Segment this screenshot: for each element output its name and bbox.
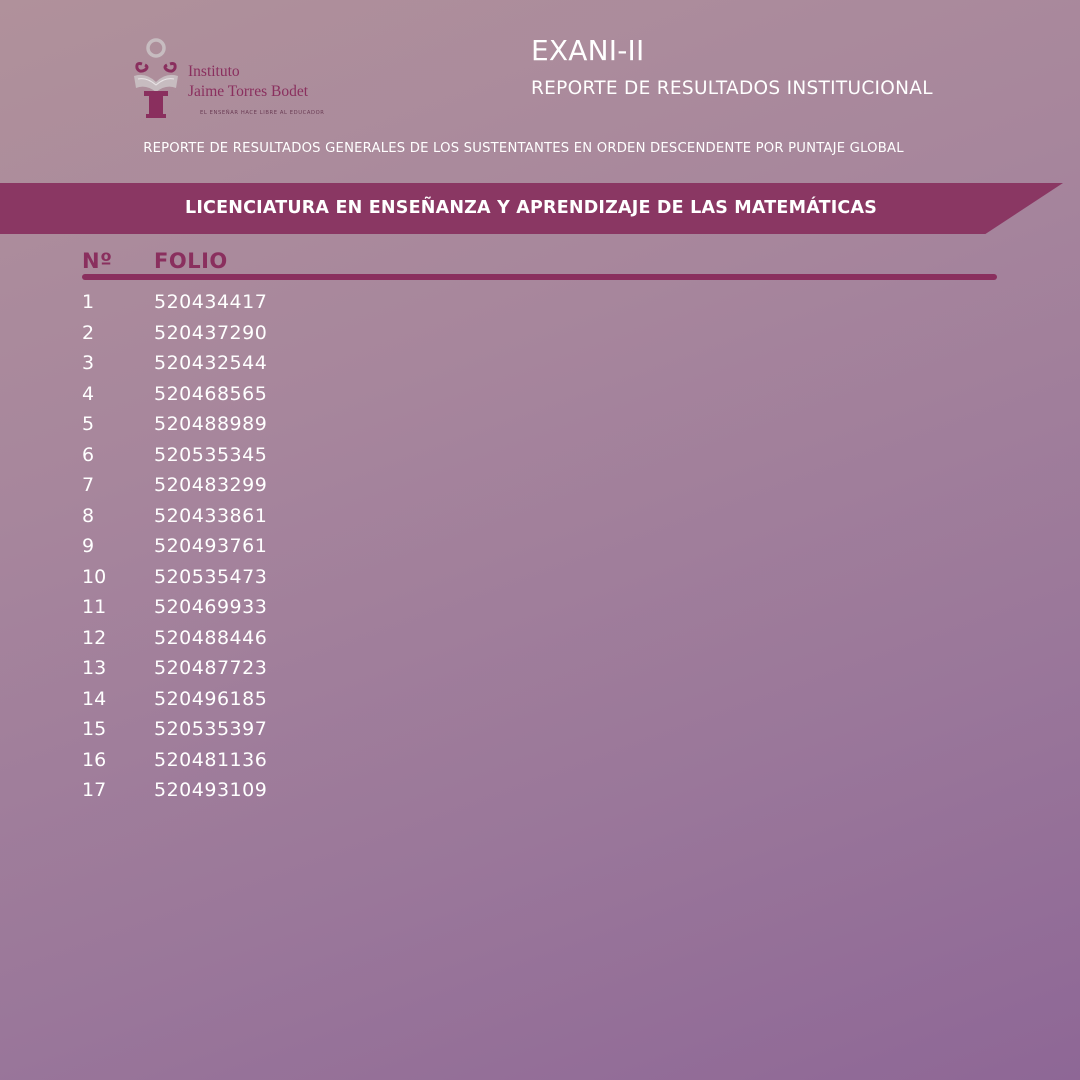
row-folio: 520483299 (154, 474, 268, 496)
row-number: 1 (82, 291, 95, 313)
table-row (0, 441, 400, 472)
row-number: 8 (82, 504, 95, 527)
row-number: 6 (82, 443, 95, 466)
row-folio: 520493761 (154, 535, 268, 557)
row-folio: 520481136 (154, 748, 268, 771)
row-number: 9 (82, 535, 95, 557)
table-row (0, 593, 400, 624)
row-number: 7 (82, 474, 95, 496)
row-folio: 520487723 (154, 657, 268, 679)
institution-name-line2: Jaime Torres Bodet (188, 83, 309, 100)
row-number: 3 (82, 352, 95, 374)
row-number: 12 (82, 626, 107, 649)
table-row (0, 471, 400, 502)
results-list (0, 288, 400, 807)
row-number: 5 (82, 413, 95, 435)
row-folio: 520535345 (154, 443, 268, 466)
row-number: 4 (82, 382, 95, 405)
program-title: LICENCIATURA EN ENSEÑANZA Y APRENDIZAJE DE LAS MATEMÁTICAS (184, 198, 878, 218)
row-folio: 520437290 (154, 321, 268, 344)
row-folio: 520535397 (154, 718, 268, 740)
row-number: 13 (82, 657, 107, 679)
row-folio: 520535473 (154, 565, 268, 588)
row-number: 10 (82, 565, 107, 588)
column-header-number: Nº (82, 249, 113, 273)
report-description: REPORTE DE RESULTADOS GENERALES DE LOS SUSTENTANTES EN ORDEN DESCENDENTE POR PUNTAJE GLOBAL (143, 141, 904, 156)
row-folio: 520432544 (154, 352, 268, 374)
table-row (0, 349, 400, 380)
institution-name (188, 62, 308, 102)
institution-tagline: EL ENSEÑAR HACE LIBRE AL EDUCADOR (200, 110, 325, 116)
row-number: 17 (82, 779, 107, 801)
table-row (0, 410, 400, 441)
table-row (0, 624, 400, 655)
table-row (0, 532, 400, 563)
exam-title: EXANI-II (531, 34, 645, 67)
table-row (0, 502, 400, 533)
table-row (0, 319, 400, 350)
table-row (0, 746, 400, 777)
row-folio: 520468565 (154, 382, 268, 405)
table-row (0, 776, 400, 807)
header-divider (82, 274, 997, 280)
book-and-pedestal-logo-icon (126, 36, 188, 120)
table-row (0, 715, 400, 746)
table-row (0, 563, 400, 594)
row-folio: 520488989 (154, 413, 268, 435)
row-number: 15 (82, 718, 107, 740)
institution-name-line1: Instituto (188, 63, 240, 80)
row-folio: 520433861 (154, 504, 268, 527)
column-header-folio: FOLIO (154, 249, 228, 273)
row-number: 14 (82, 687, 107, 710)
row-folio: 520496185 (154, 687, 268, 710)
table-row (0, 685, 400, 716)
table-row (0, 288, 400, 319)
institution-logo (126, 36, 366, 126)
row-number: 11 (82, 596, 107, 618)
row-folio: 520493109 (154, 779, 268, 801)
row-folio: 520469933 (154, 596, 268, 618)
row-folio: 520488446 (154, 626, 268, 649)
report-subtitle: REPORTE DE RESULTADOS INSTITUCIONAL (531, 78, 933, 99)
row-number: 2 (82, 321, 95, 344)
row-folio: 520434417 (154, 291, 268, 313)
table-row (0, 380, 400, 411)
row-number: 16 (82, 748, 107, 771)
table-row (0, 654, 400, 685)
